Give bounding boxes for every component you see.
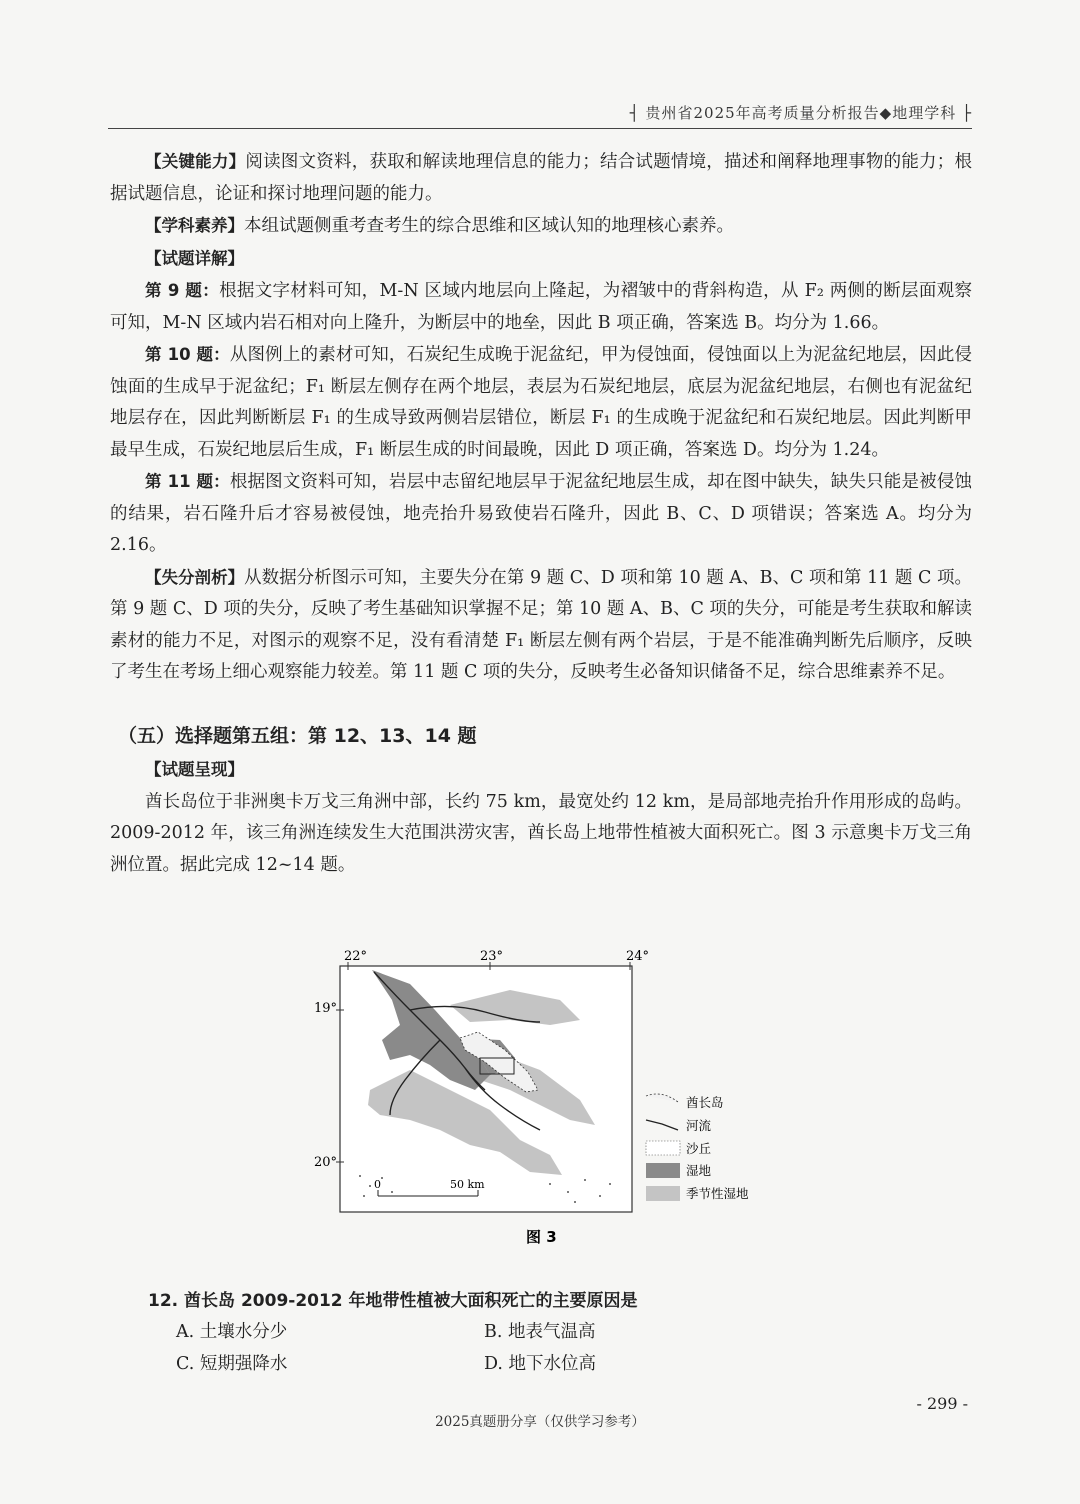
legend-seasonal-swatch <box>646 1186 680 1201</box>
literacy-paragraph <box>110 210 972 243</box>
q11-tag: 第 11 题： <box>145 472 230 491</box>
key-ability-paragraph <box>110 146 972 210</box>
literacy-tag: 【学科素养】 <box>145 216 244 235</box>
key-ability-text: 阅读图文资料，获取和解读地理信息的能力；结合试题情境，描述和阐释地理事物的能力；根据试题信息，论证和探讨地理问题的能力。 <box>110 152 973 204</box>
legend-wetland-label: 湿地 <box>686 1163 712 1178</box>
q9-tag: 第 9 题： <box>145 281 220 300</box>
option-b: B. 地表气温高 <box>484 1322 596 1342</box>
option-d: D. 地下水位高 <box>484 1354 597 1374</box>
legend-island-swatch <box>646 1094 678 1102</box>
footer-note: 2025真题册分享（仅供学习参考） <box>435 1414 645 1430</box>
body-text <box>110 146 972 881</box>
detail-heading <box>110 243 972 276</box>
options-row-2 <box>148 1348 978 1380</box>
question-12 <box>148 1286 978 1380</box>
legend-seasonal-label: 季节性湿地 <box>686 1186 749 1201</box>
page-number: - 299 - <box>916 1394 968 1413</box>
scale-label-end: 50 km <box>450 1178 485 1191</box>
option-a: A. 土壤水分少 <box>176 1322 288 1342</box>
legend-island-label: 酋长岛 <box>686 1095 724 1110</box>
section-title: （五）选择题第五组：第 12、13、14 题 <box>118 724 477 747</box>
key-ability-tag: 【关键能力】 <box>145 152 246 171</box>
header-rule <box>108 128 972 129</box>
legend-dune-swatch <box>646 1141 680 1155</box>
legend-river-label: 河流 <box>686 1118 712 1133</box>
legend-river-swatch <box>646 1120 678 1130</box>
presentation-tag: 【试题呈现】 <box>145 760 244 779</box>
q10-explanation <box>110 339 972 466</box>
error-analysis-tag: 【失分剖析】 <box>145 567 245 587</box>
lon-label-24: 24° <box>626 949 650 964</box>
error-analysis-paragraph <box>110 562 972 689</box>
options-row-1 <box>148 1316 978 1348</box>
q11-text: 根据图文资料可知，岩层中志留纪地层早于泥盆纪地层生成，却在图中缺失，缺失只能是被侵蚀的结果，岩石隆升后才容易被侵蚀，地壳抬升易致使岩石隆升，因此 B、C、D 项错误；答案选 A。均分为 2.16。 <box>110 472 972 555</box>
map-legend <box>646 1094 749 1201</box>
detail-tag: 【试题详解】 <box>145 248 244 268</box>
option-c: C. 短期强降水 <box>176 1354 288 1374</box>
lon-label-22: 22° <box>344 949 368 964</box>
lon-label-23: 23° <box>480 949 504 964</box>
q9-explanation <box>110 275 972 339</box>
q11-explanation <box>110 466 972 562</box>
q10-tag: 第 10 题： <box>145 345 230 364</box>
error-analysis-text: 从数据分析图示可知，主要失分在第 9 题 C、D 项和第 10 题 A、B、C 项和第 11 题 C 项。第 9 题 C、D 项的失分，反映了考生基础知识掌握不足；第 10 题 A、B、C 项的失分，可能是考生获取和解读素材的能力不足，对图示的观察不足，没有看清楚 F₁ 断层左侧有两个岩层，于是不能准确判断先后顺序，反映了考生在考场上细心观察能力较差。第 11 题 C 项的失分，反映考生必备知识储备不足，综合思维素养不足。 <box>110 567 972 682</box>
okavango-delta-map <box>300 940 800 1250</box>
section-intro: 酋长岛位于非洲奥卡万戈三角洲中部，长约 75 km，最宽处约 12 km，是局部地壳抬升作用形成的岛屿。2009-2012 年，该三角洲连续发生大范围洪涝灾害，酋长岛上地带性植被大面积死亡。图 3 示意奥卡万戈三角洲位置。据此完成 12~14 题。 <box>110 791 972 875</box>
lat-label-19: 19° <box>314 1001 338 1016</box>
figure-caption: 图 3 <box>526 1228 557 1246</box>
presentation-heading <box>110 754 972 787</box>
q10-text: 从图例上的素材可知，石炭纪生成晚于泥盆纪，甲为侵蚀面，侵蚀面以上为泥盆纪地层，因此侵蚀面的生成早于泥盆纪；F₁ 断层左侧存在两个地层，表层为石炭纪地层，底层为泥盆纪地层，右侧也有泥盆纪地层存在，因此判断断层 F₁ 的生成导致两侧岩层错位，断层 F₁ 的生成晚于泥盆纪和石炭纪地层。因此判断甲最早生成，石炭纪地层后生成，F₁ 断层生成的时间最晚，因此 D 项正确，答案选 D。均分为 1.24。 <box>110 345 972 460</box>
literacy-text: 本组试题侧重考查考生的综合思维和区域认知的地理核心素养。 <box>244 216 734 236</box>
legend-wetland-swatch <box>646 1163 680 1178</box>
question-12-stem: 12. 酋长岛 2009-2012 年地带性植被大面积死亡的主要原因是 <box>148 1291 638 1311</box>
legend-dune-label: 沙丘 <box>686 1141 712 1156</box>
lat-label-20: 20° <box>314 1155 338 1170</box>
scale-label-zero: 0 <box>374 1178 381 1191</box>
running-header: ┤ 贵州省2025年高考质量分析报告◆地理学科 ├ <box>629 104 972 122</box>
q9-text: 根据文字材料可知，M-N 区域内地层向上隆起，为褶皱中的背斜构造，从 F₂ 两侧的断层面观察可知，M-N 区域内岩石相对向上隆升，为断层中的地垒，因此 B 项正确，答案选 B。均分为 1.66。 <box>110 281 972 333</box>
